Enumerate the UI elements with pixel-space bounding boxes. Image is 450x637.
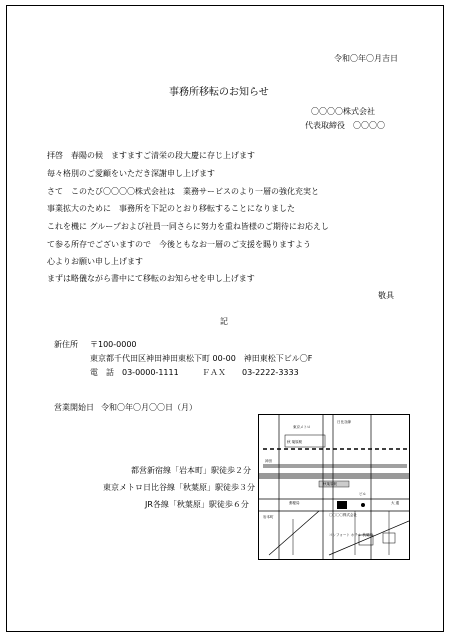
body-line-3: さて このたび〇〇〇〇株式会社は 業務サービスのより一層の強化充実と bbox=[47, 187, 319, 196]
body-line-4: 事業拡大のために 事務所を下記のとおり移転することになりました bbox=[47, 204, 295, 213]
map-diagonal-road-2 bbox=[329, 521, 409, 555]
map-office-marker bbox=[337, 501, 347, 509]
tel-label: 電 話 bbox=[90, 368, 114, 377]
map-diagonal-road bbox=[269, 511, 319, 555]
map-label-company: 〇〇〇〇株式会社 bbox=[329, 513, 357, 517]
body-line-5: これを機に グループおよび社員一同さらに努力を重ね皆様のご期待にお応えし bbox=[47, 222, 329, 231]
address-label: 新住所 bbox=[54, 340, 78, 349]
page-title: 事務所移転のお知らせ bbox=[169, 87, 269, 98]
opening-label: 営業開始日 bbox=[54, 403, 94, 412]
map-label-small1: 神田 bbox=[265, 459, 272, 463]
body-line-1: 拝啓 春陽の候 ますますご清栄の段大慶に存じ上げます bbox=[47, 151, 255, 160]
map-label-post: 郵便局 bbox=[289, 501, 300, 505]
map-railway-band bbox=[259, 473, 410, 479]
map-label-small2: 岩本町 bbox=[263, 515, 274, 519]
representative-name: 代表取締役 〇〇〇〇 bbox=[305, 121, 385, 130]
map-marker-dot bbox=[361, 503, 365, 507]
closing-text: 敬具 bbox=[378, 291, 394, 300]
map-label-station: 秋葉原駅 bbox=[323, 482, 337, 486]
map-label-metro: 東京メトロ bbox=[293, 425, 311, 429]
access-line-1: 都営新宿線「岩本町」駅徒歩２分 bbox=[131, 466, 251, 475]
access-line-2: 東京メトロ日比谷線「秋葉原」駅徒歩３分 bbox=[103, 483, 255, 492]
tel-number: 03-0000-1111 bbox=[122, 368, 179, 377]
map-drawing bbox=[259, 415, 410, 560]
body-line-8: まずは略儀ながら書中にて移転のお知らせを申し上げます bbox=[47, 274, 255, 283]
map-label-akihabara-top: 秋 葉原駅 bbox=[287, 440, 303, 444]
ki-heading: 記 bbox=[220, 317, 228, 326]
access-map bbox=[258, 414, 410, 560]
map-label-top: 日比谷線 bbox=[337, 420, 351, 424]
address-line: 東京都千代田区神田神田東松下町 00-00 神田東松下ビル〇F bbox=[90, 354, 313, 363]
date-text: 令和〇年〇月吉日 bbox=[334, 54, 398, 63]
fax-label: ＦＡＸ bbox=[202, 368, 226, 377]
body-line-2: 毎々格別のご愛顧をいただき深謝申し上げます bbox=[47, 169, 215, 178]
document-page bbox=[6, 5, 444, 632]
opening-date: 令和〇年〇月〇〇日（月） bbox=[101, 403, 197, 412]
body-line-7: 心よりお願い申し上げます bbox=[47, 257, 143, 266]
access-line-3: JR各線「秋葉原」駅徒歩６分 bbox=[145, 500, 249, 509]
map-label-building: コンフォート ホテル 秋葉原 bbox=[329, 533, 373, 537]
postal-code: 〒100-0000 bbox=[90, 340, 137, 349]
body-line-6: て参る所存でございますので 今後ともなお一層のご支援を賜りますよう bbox=[47, 240, 311, 249]
fax-number: 03-2222-3333 bbox=[242, 368, 299, 377]
map-label-tower: ビル bbox=[359, 492, 366, 496]
company-name: 〇〇〇〇株式会社 bbox=[311, 107, 375, 116]
map-label-road: 大 通 bbox=[391, 501, 400, 505]
